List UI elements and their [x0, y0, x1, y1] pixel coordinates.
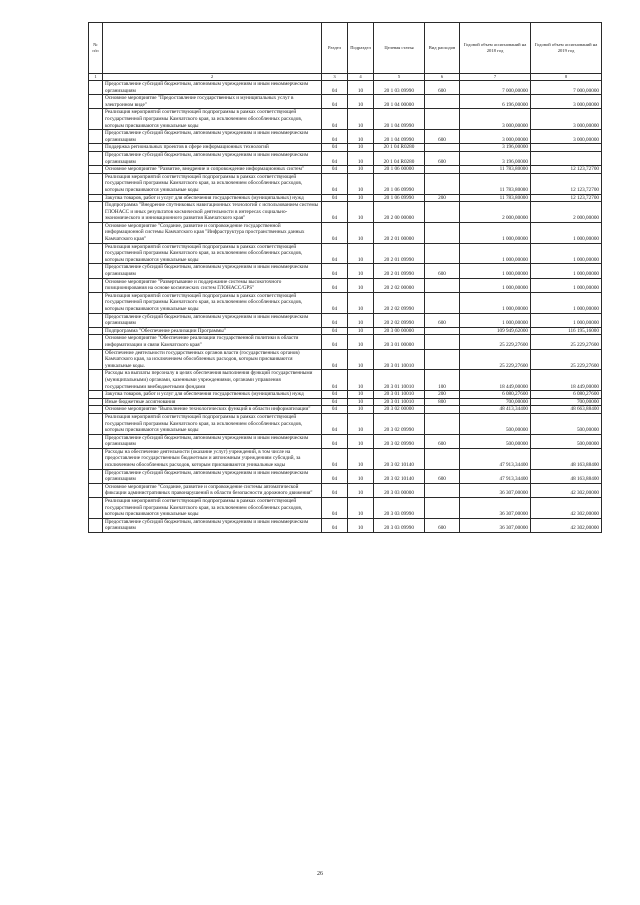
allocation-2018: 25 229,27600 [460, 335, 531, 349]
row-number [89, 243, 103, 264]
table-row [89, 448, 602, 469]
target-article-code: 20 2 02 09990 [374, 313, 425, 327]
target-article-code: 20 3 03 09990 [374, 498, 425, 519]
target-article-code: 20 1 04 R0280 [374, 144, 425, 152]
row-number [89, 194, 103, 202]
target-article-code: 20 3 01 10010 [374, 349, 425, 370]
target-article-code: 20 1 04 09990 [374, 109, 425, 130]
row-number [89, 202, 103, 223]
allocation-2019: 12 123,72700 [531, 166, 602, 174]
razdel-code: 04 [322, 469, 348, 483]
expense-type-code [425, 166, 460, 174]
podrazdel-code: 10 [348, 518, 374, 532]
target-article-code: 20 2 01 00000 [374, 222, 425, 243]
expense-type-code [425, 413, 460, 434]
allocation-2019: 2 000,00000 [531, 202, 602, 223]
allocation-2019: 18 449,00000 [531, 370, 602, 391]
podrazdel-code: 10 [348, 335, 374, 349]
expense-name: Основное мероприятие "Развертывание и поддержание системы высокоточного позиционирования на основе космических систем ГЛОНАСС/GPS" [103, 278, 322, 292]
expense-name: Поддержка региональных проектов в сфере информационных технологий [103, 144, 322, 152]
expense-name: Основное мероприятие "Создание, развитие и сопровождение системы автоматической фиксации административных правонарушений в области безопасности дорожного движения" [103, 483, 322, 497]
expense-type-code [425, 109, 460, 130]
allocation-2018: 18 449,00000 [460, 370, 531, 391]
expense-type-code [425, 173, 460, 194]
header-allocation-2018: Годовой объем ассигнований на 2018 год [460, 23, 531, 74]
allocation-2018: 6 080,27600 [460, 391, 531, 399]
expense-type-code [425, 448, 460, 469]
podrazdel-code: 10 [348, 173, 374, 194]
allocation-2018: 36 307,00000 [460, 498, 531, 519]
header-no: № п/п [89, 23, 103, 74]
expense-type-code: 600 [425, 264, 460, 278]
row-number [89, 327, 103, 335]
expense-name: Закупка товаров, работ и услуг для обеспечения государственных (муниципальных) нужд [103, 391, 322, 399]
expense-name: Реализация мероприятий соответствующей подпрограммы в рамках соответствующей государственной программы Камчатского края, за исключением обособленных расходов, которым присваиваются уникальные коды [103, 243, 322, 264]
column-number: 3 [322, 74, 348, 81]
table-row [89, 243, 602, 264]
target-article-code: 20 3 01 10010 [374, 398, 425, 406]
row-number [89, 391, 103, 399]
expense-name: Подпрограмма "Внедрение спутниковых навигационных технологий с использованием системы ГЛОНАСС и иных результатов космической деятельности в интересах социально-экономического и инновационного развития Камчатского края" [103, 202, 322, 223]
row-number [89, 264, 103, 278]
table-row [89, 483, 602, 497]
allocation-2019: 42 302,00000 [531, 518, 602, 532]
allocation-2018: 1 000,00000 [460, 222, 531, 243]
allocation-2018: 109 949,62000 [460, 327, 531, 335]
allocation-2018: 36 307,00000 [460, 483, 531, 497]
row-number [89, 434, 103, 448]
expense-name: Реализация мероприятий соответствующей подпрограммы в рамках соответствующей государственной программы Камчатского края, за исключением обособленных расходов, которым присваиваются уникальные коды [103, 292, 322, 313]
razdel-code: 04 [322, 243, 348, 264]
table-row [89, 130, 602, 144]
podrazdel-code: 10 [348, 398, 374, 406]
column-number: 6 [425, 74, 460, 81]
target-article-code: 20 3 01 10010 [374, 391, 425, 399]
header-allocation-2019: Годовой объем ассигнований на 2019 год [531, 23, 602, 74]
expense-type-code [425, 95, 460, 109]
row-number [89, 166, 103, 174]
expense-name: Расходы на выплаты персоналу в целях обеспечения выполнения функций государственными (муниципальными) органами, казенными учреждениями, органами управления государственными внебюджетными фондами [103, 370, 322, 391]
expense-name: Основное мероприятие "Создание, развитие и сопровождение государственной информационной системы Камчатского края "Инфраструктура пространственных данных Камчатского края" [103, 222, 322, 243]
razdel-code: 04 [322, 327, 348, 335]
header-podrazdel: Подраздел [348, 23, 374, 74]
expense-type-code: 600 [425, 434, 460, 448]
expense-type-code [425, 327, 460, 335]
allocation-2018: 1 000,00000 [460, 264, 531, 278]
expense-name: Предоставление субсидий бюджетным, автономным учреждениям и иным некоммерческим организациям [103, 313, 322, 327]
razdel-code: 04 [322, 81, 348, 95]
razdel-code: 04 [322, 292, 348, 313]
razdel-code: 04 [322, 264, 348, 278]
row-number [89, 370, 103, 391]
razdel-code: 04 [322, 349, 348, 370]
header-target-article: Целевая статья [374, 23, 425, 74]
podrazdel-code: 10 [348, 81, 374, 95]
allocation-2019: 42 302,00000 [531, 498, 602, 519]
table-row [89, 81, 602, 95]
podrazdel-code: 10 [348, 391, 374, 399]
target-article-code: 20 3 03 00000 [374, 483, 425, 497]
allocation-2019: 25 229,27600 [531, 349, 602, 370]
allocation-2019: 25 229,27600 [531, 335, 602, 349]
row-number [89, 292, 103, 313]
column-number: 2 [103, 74, 322, 81]
target-article-code: 20 1 06 09990 [374, 194, 425, 202]
row-number [89, 335, 103, 349]
row-number [89, 81, 103, 95]
column-number: 5 [374, 74, 425, 81]
row-number [89, 413, 103, 434]
table-row [89, 349, 602, 370]
target-article-code: 20 1 06 00000 [374, 166, 425, 174]
allocation-2019: 3 000,00000 [531, 95, 602, 109]
target-article-code: 20 3 03 09990 [374, 518, 425, 532]
expense-name: Основное мероприятие "Выполнение технологических функций в области информатизации" [103, 406, 322, 414]
row-number [89, 448, 103, 469]
row-number [89, 95, 103, 109]
row-number [89, 483, 103, 497]
razdel-code: 04 [322, 335, 348, 349]
row-number [89, 144, 103, 152]
allocation-2019: 1 000,00000 [531, 292, 602, 313]
podrazdel-code: 10 [348, 130, 374, 144]
allocation-2019: 1 000,00000 [531, 222, 602, 243]
table-row [89, 109, 602, 130]
header-razdel: Раздел [322, 23, 348, 74]
allocation-2019: 500,00000 [531, 413, 602, 434]
allocation-2018: 1 000,00000 [460, 243, 531, 264]
allocation-2018: 1 000,00000 [460, 313, 531, 327]
table-row [89, 370, 602, 391]
table-row [89, 166, 602, 174]
expense-name: Предоставление субсидий бюджетным, автономным учреждениям и иным некоммерческим организациям [103, 130, 322, 144]
razdel-code: 04 [322, 130, 348, 144]
table-row [89, 202, 602, 223]
expense-type-code [425, 278, 460, 292]
allocation-2019: 3 000,00000 [531, 109, 602, 130]
expense-type-code: 200 [425, 391, 460, 399]
razdel-code: 04 [322, 370, 348, 391]
expense-name: Обеспечение деятельности государственных органов власти (государственных органов) Камчатского края, за исключением обособленных расходов, которым присваиваются уникальные коды. [103, 349, 322, 370]
expense-name: Реализация мероприятий соответствующей подпрограммы в рамках соответствующей государственной программы Камчатского края, за исключением обособленных расходов, которым присваиваются уникальные коды [103, 109, 322, 130]
expense-name: Реализация мероприятий соответствующей подпрограммы в рамках соответствующей государственной программы Камчатского края, за исключением обособленных расходов, которым присваиваются уникальные коды [103, 413, 322, 434]
table-row [89, 313, 602, 327]
target-article-code: 20 3 00 00000 [374, 327, 425, 335]
podrazdel-code: 10 [348, 109, 374, 130]
allocation-2018: 11 783,80000 [460, 194, 531, 202]
table-row [89, 469, 602, 483]
table-row [89, 406, 602, 414]
expense-type-code: 600 [425, 130, 460, 144]
allocation-2019: 1 000,00000 [531, 264, 602, 278]
row-number [89, 151, 103, 165]
podrazdel-code: 10 [348, 327, 374, 335]
razdel-code: 04 [322, 518, 348, 532]
page-number: 26 [317, 871, 323, 877]
expense-name: Предоставление субсидий бюджетным, автономным учреждениям и иным некоммерческим организациям [103, 81, 322, 95]
podrazdel-code: 10 [348, 370, 374, 391]
podrazdel-code: 10 [348, 292, 374, 313]
target-article-code: 20 1 04 09990 [374, 130, 425, 144]
podrazdel-code: 10 [348, 413, 374, 434]
column-number: 7 [460, 74, 531, 81]
expense-type-code [425, 222, 460, 243]
row-number [89, 130, 103, 144]
table-row [89, 194, 602, 202]
allocation-2019: 1 000,00000 [531, 278, 602, 292]
target-article-code: 20 1 04 00000 [374, 95, 425, 109]
podrazdel-code: 10 [348, 349, 374, 370]
expense-type-code: 600 [425, 151, 460, 165]
allocation-2019 [531, 151, 602, 165]
podrazdel-code: 10 [348, 95, 374, 109]
allocation-2018: 1 000,00000 [460, 292, 531, 313]
row-number [89, 349, 103, 370]
row-number [89, 406, 103, 414]
target-article-code: 20 3 02 09990 [374, 413, 425, 434]
row-number [89, 222, 103, 243]
allocation-2019: 3 000,00000 [531, 130, 602, 144]
allocation-2019: 6 080,27600 [531, 391, 602, 399]
allocation-2019: 42 302,00000 [531, 483, 602, 497]
podrazdel-code: 10 [348, 194, 374, 202]
expense-name: Основное мероприятие "Предоставление государственных и муниципальных услуг в электронном виде" [103, 95, 322, 109]
allocation-2018: 6 196,00000 [460, 95, 531, 109]
allocation-2019: 12 123,72700 [531, 194, 602, 202]
column-number: 1 [89, 74, 103, 81]
allocation-2018: 3 196,00000 [460, 151, 531, 165]
target-article-code: 20 3 02 10140 [374, 448, 425, 469]
allocation-2018: 7 000,00000 [460, 81, 531, 95]
podrazdel-code: 10 [348, 278, 374, 292]
expense-type-code [425, 202, 460, 223]
razdel-code: 04 [322, 202, 348, 223]
expense-name: Предоставление субсидий бюджетным, автономным учреждениям и иным некоммерческим организациям [103, 434, 322, 448]
table-row [89, 335, 602, 349]
podrazdel-code: 10 [348, 313, 374, 327]
allocation-2019: 1 000,00000 [531, 313, 602, 327]
row-number [89, 313, 103, 327]
table-row [89, 413, 602, 434]
target-article-code: 20 1 06 09990 [374, 173, 425, 194]
expense-name: Предоставление субсидий бюджетным, автономным учреждениям и иным некоммерческим организациям [103, 518, 322, 532]
target-article-code: 20 3 01 00000 [374, 335, 425, 349]
expense-type-code [425, 483, 460, 497]
table-row [89, 327, 602, 335]
razdel-code: 04 [322, 483, 348, 497]
allocation-2018: 700,00000 [460, 398, 531, 406]
row-number [89, 398, 103, 406]
podrazdel-code: 10 [348, 243, 374, 264]
razdel-code: 04 [322, 144, 348, 152]
table-row [89, 95, 602, 109]
expense-type-code: 800 [425, 398, 460, 406]
target-article-code: 20 2 02 00000 [374, 278, 425, 292]
allocation-2018: 47 913,34400 [460, 469, 531, 483]
razdel-code: 04 [322, 173, 348, 194]
header-name [103, 23, 322, 74]
table-row [89, 398, 602, 406]
razdel-code: 04 [322, 313, 348, 327]
razdel-code: 04 [322, 398, 348, 406]
allocation-2018: 36 307,00000 [460, 518, 531, 532]
expense-name: Закупка товаров, работ и услуг для обеспечения государственных (муниципальных) нужд [103, 194, 322, 202]
allocation-2018: 3 000,00000 [460, 130, 531, 144]
razdel-code: 04 [322, 413, 348, 434]
table-row [89, 292, 602, 313]
allocation-2019: 1 000,00000 [531, 243, 602, 264]
podrazdel-code: 10 [348, 406, 374, 414]
expense-type-code [425, 243, 460, 264]
row-number [89, 278, 103, 292]
allocation-2019: 116 195,16000 [531, 327, 602, 335]
expense-name: Основное мероприятие "Развитие, внедрение и сопровождение информационных систем" [103, 166, 322, 174]
allocation-2019: 48 163,88400 [531, 448, 602, 469]
allocation-2018: 11 783,80000 [460, 166, 531, 174]
expense-name: Реализация мероприятий соответствующей подпрограммы в рамках соответствующей государственной программы Камчатского края, за исключением обособленных расходов, которым присваиваются уникальные коды [103, 173, 322, 194]
table-row [89, 518, 602, 532]
expense-name: Реализация мероприятий соответствующей подпрограммы в рамках соответствующей государственной программы Камчатского края, за исключением обособленных расходов, которым присваиваются уникальные коды [103, 498, 322, 519]
podrazdel-code: 10 [348, 498, 374, 519]
expense-type-code: 100 [425, 370, 460, 391]
allocation-2019: 12 123,72700 [531, 173, 602, 194]
expense-name: Предоставление субсидий бюджетным, автономным учреждениям и иным некоммерческим организациям [103, 469, 322, 483]
podrazdel-code: 10 [348, 222, 374, 243]
expense-name: Основное мероприятие "Обеспечение реализации государственной политики в области информатизации и связи Камчатского края" [103, 335, 322, 349]
expense-type-code: 600 [425, 518, 460, 532]
podrazdel-code: 10 [348, 448, 374, 469]
expense-type-code: 600 [425, 313, 460, 327]
row-number [89, 518, 103, 532]
table-row [89, 222, 602, 243]
target-article-code: 20 3 02 10140 [374, 469, 425, 483]
expense-type-code [425, 349, 460, 370]
target-article-code: 20 3 02 00000 [374, 406, 425, 414]
table-row [89, 264, 602, 278]
target-article-code: 20 3 01 10010 [374, 370, 425, 391]
row-number [89, 173, 103, 194]
expense-type-code: 600 [425, 81, 460, 95]
razdel-code: 04 [322, 391, 348, 399]
row-number [89, 469, 103, 483]
target-article-code: 20 2 02 09990 [374, 292, 425, 313]
table-row [89, 498, 602, 519]
table-row [89, 173, 602, 194]
table-header [89, 23, 602, 81]
expense-name: Предоставление субсидий бюджетным, автономным учреждениям и иным некоммерческим организациям [103, 264, 322, 278]
column-number: 8 [531, 74, 602, 81]
podrazdel-code: 10 [348, 202, 374, 223]
razdel-code: 04 [322, 222, 348, 243]
razdel-code: 04 [322, 434, 348, 448]
allocation-2018: 2 000,00000 [460, 202, 531, 223]
row-number [89, 498, 103, 519]
budget-sheet [88, 22, 601, 533]
target-article-code: 20 1 03 09990 [374, 81, 425, 95]
expense-type-code: 200 [425, 194, 460, 202]
expense-type-code [425, 335, 460, 349]
expense-type-code: 600 [425, 469, 460, 483]
allocation-2018: 11 783,80000 [460, 173, 531, 194]
allocation-2019: 7 000,00000 [531, 81, 602, 95]
column-number-row [89, 74, 602, 81]
table-row [89, 151, 602, 165]
razdel-code: 04 [322, 194, 348, 202]
expense-type-code [425, 406, 460, 414]
razdel-code: 04 [322, 448, 348, 469]
table-row [89, 391, 602, 399]
allocation-2018: 48 413,34400 [460, 406, 531, 414]
target-article-code: 20 3 02 09990 [374, 434, 425, 448]
razdel-code: 04 [322, 151, 348, 165]
razdel-code: 04 [322, 95, 348, 109]
razdel-code: 04 [322, 406, 348, 414]
allocation-2019: 48 663,88400 [531, 406, 602, 414]
table-row [89, 144, 602, 152]
allocation-2019: 700,00000 [531, 398, 602, 406]
allocation-2019 [531, 144, 602, 152]
allocation-2018: 1 000,00000 [460, 278, 531, 292]
podrazdel-code: 10 [348, 434, 374, 448]
allocation-2019: 48 163,88400 [531, 469, 602, 483]
podrazdel-code: 10 [348, 166, 374, 174]
allocation-2018: 500,00000 [460, 434, 531, 448]
razdel-code: 04 [322, 498, 348, 519]
expense-type-code [425, 144, 460, 152]
column-number: 4 [348, 74, 374, 81]
podrazdel-code: 10 [348, 483, 374, 497]
expense-type-code [425, 498, 460, 519]
allocation-2018: 3 000,00000 [460, 109, 531, 130]
expense-name: Иные бюджетные ассигнования [103, 398, 322, 406]
allocation-2018: 25 229,27600 [460, 349, 531, 370]
razdel-code: 04 [322, 109, 348, 130]
allocation-2018: 500,00000 [460, 413, 531, 434]
table-body [89, 81, 602, 533]
expense-name: Подпрограмма "Обеспечение реализации Программы" [103, 327, 322, 335]
podrazdel-code: 10 [348, 264, 374, 278]
target-article-code: 20 2 01 09990 [374, 243, 425, 264]
razdel-code: 04 [322, 278, 348, 292]
target-article-code: 20 2 01 09990 [374, 264, 425, 278]
header-expense-type: Вид расходов [425, 23, 460, 74]
row-number [89, 109, 103, 130]
expense-name: Расходы на обеспечение деятельности (оказание услуг) учреждений, в том числе на предоставление государственным бюджетным и автономным учреждениям субсидий, за исключением обособленных расходов, которым присваиваются уникальные коды [103, 448, 322, 469]
budget-table [88, 22, 602, 533]
podrazdel-code: 10 [348, 469, 374, 483]
podrazdel-code: 10 [348, 151, 374, 165]
allocation-2018: 47 913,34400 [460, 448, 531, 469]
allocation-2019: 500,00000 [531, 434, 602, 448]
target-article-code: 20 2 00 00000 [374, 202, 425, 223]
expense-name: Предоставление субсидий бюджетным, автономным учреждениям и иным некоммерческим организациям [103, 151, 322, 165]
razdel-code: 04 [322, 166, 348, 174]
target-article-code: 20 1 04 R0280 [374, 151, 425, 165]
expense-type-code [425, 292, 460, 313]
table-row [89, 434, 602, 448]
podrazdel-code: 10 [348, 144, 374, 152]
allocation-2018: 3 196,00000 [460, 144, 531, 152]
table-row [89, 278, 602, 292]
